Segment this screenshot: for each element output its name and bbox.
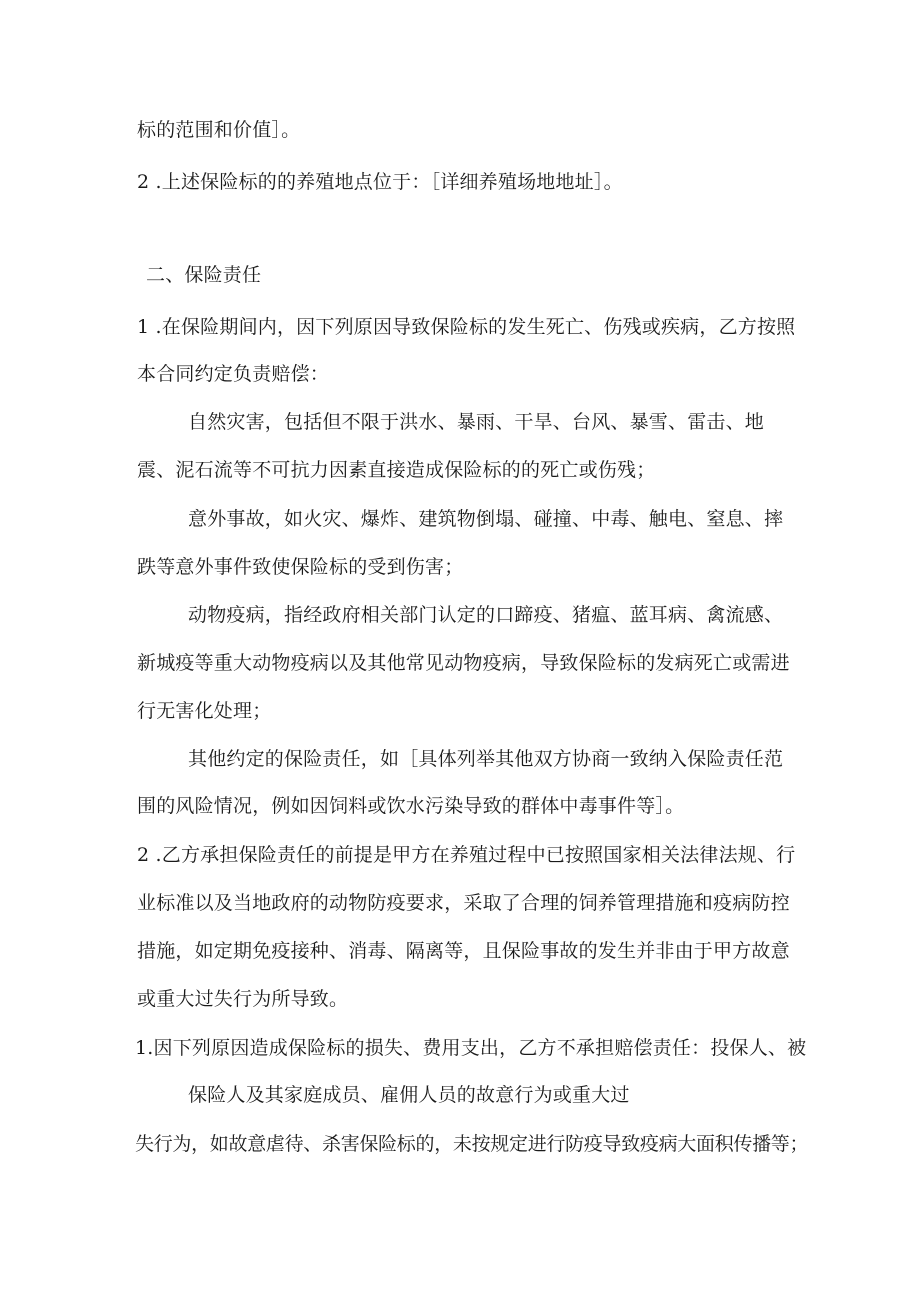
- clause-2-1-line-1: 1 .在保险期间内，因下列原因导致保险标的发生死亡、伤残或疾病，乙方按照: [137, 316, 796, 338]
- epidemic-line-2: 新城疫等重大动物疫病以及其他常见动物疫病，导致保险标的发病死亡或需进: [137, 652, 790, 674]
- accident-line-2: 跌等意外事件致使保险标的受到伤害；: [137, 556, 464, 578]
- epidemic-line-3: 行无害化处理；: [137, 700, 272, 722]
- accident-line-1: 意外事故，如火灾、爆炸、建筑物倒塌、碰撞、中毒、触电、窒息、摔: [188, 508, 784, 530]
- exclusion-clause-line-1: 1.因下列原因造成保险标的损失、费用支出，乙方不承担赔偿责任：投保人、被: [135, 1037, 807, 1059]
- clause-2-2-line-3: 措施，如定期免疫接种、消毒、隔离等，且保险事故的发生并非由于甲方故意: [137, 940, 790, 962]
- paragraph-line-continuation: 标的范围和价值］。: [137, 119, 301, 141]
- natural-disaster-line-2: 震、泥石流等不可抗力因素直接造成保险标的的死亡或伤残；: [137, 459, 656, 481]
- exclusion-clause-line-2: 保险人及其家庭成员、雇佣人员的故意行为或重大过: [188, 1084, 630, 1106]
- clause-1-2-line: 2 .上述保险标的的养殖地点位于：［详细养殖场地地址］。: [137, 171, 623, 193]
- other-liability-line-2: 围的风险情况，例如因饲料或饮水污染导致的群体中毒事件等］。: [137, 795, 685, 817]
- section-heading-insurance-liability: 二、保险责任: [146, 264, 262, 286]
- clause-2-2-line-2: 业标准以及当地政府的动物防疫要求，采取了合理的饲养管理措施和疫病防控: [137, 892, 790, 914]
- clause-2-2-line-4: 或重大过失行为所导致。: [137, 988, 349, 1010]
- other-liability-line-1: 其他约定的保险责任，如［具体列举其他双方协商一致纳入保险责任范: [188, 748, 784, 770]
- clause-2-1-line-2: 本合同约定负责赔偿：: [137, 363, 330, 385]
- epidemic-line-1: 动物疫病，指经政府相关部门认定的口蹄疫、猪瘟、蓝耳病、禽流感、: [188, 604, 784, 626]
- natural-disaster-line-1: 自然灾害，包括但不限于洪水、暴雨、干旱、台风、暴雪、雷击、地: [188, 411, 765, 433]
- exclusion-clause-line-3: 失行为，如故意虐待、杀害保险标的，未按规定进行防疫导致疫病大面积传播等；: [135, 1133, 809, 1155]
- clause-2-2-line-1: 2 .乙方承担保险责任的前提是甲方在养殖过程中已按照国家相关法律法规、行: [137, 844, 796, 866]
